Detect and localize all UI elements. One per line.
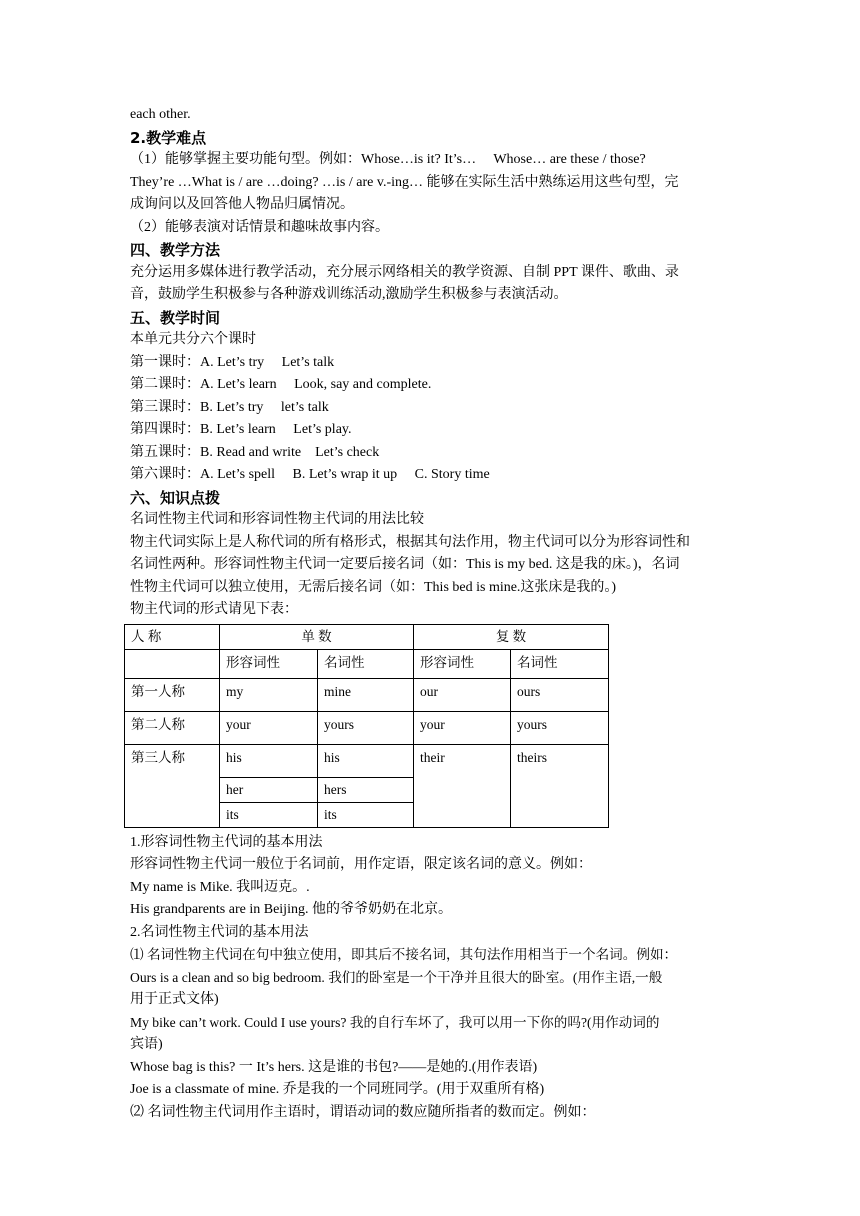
first-person-label: 第一人称 [125,678,220,711]
empty-cell [125,649,220,678]
text-line: 2.名词性物主代词的基本用法 [130,924,309,940]
sub-noun-singular: 名词性 [318,649,414,678]
cell: hers [318,777,414,802]
second-person-label: 第二人称 [125,711,220,744]
text-line: 第四课时：B. Let’s learn Let’s play. [130,422,352,437]
sub-noun-plural: 名词性 [511,649,609,678]
header-singular: 单 数 [220,624,414,649]
text-line: 形容词性物主代词一般位于名词前，用作定语，限定该名词的意义。例如： [130,857,592,872]
bottom-text-block [130,832,734,1125]
document-page [130,104,734,1124]
text-line: 第三课时：B. Let’s try let’s talk [130,399,329,415]
cell: yours [318,711,414,744]
cell: his [318,744,414,777]
cell: my [220,678,318,711]
text-line: 第五课时：B. Read and write Let’s check [130,444,380,460]
text-line: My bike can’t work. Could I use yours? 我的自行车坏了，我可以用一下你的吗?(用作动词的 [130,1014,660,1030]
top-text-block [130,104,734,622]
text-line: 物主代词的形式请见下表： [130,602,298,617]
text-line: 第一课时：A. Let’s try Let’s talk [130,354,335,370]
cell: his [220,744,318,777]
text-line: （1）能够掌握主要功能句型。例如：Whose…is it? It’s… Whose… are these / those? [130,152,646,167]
text-line: His grandparents are in Beijing. 他的爷爷奶奶在北京。 [130,902,452,917]
text-line: 物主代词实际上是人称代词的所有格形式，根据其句法作用，物主代词可以分为形容词性和 [130,534,690,550]
text-line: Whose bag is this? 一 It’s hers. 这是谁的书包?——是她的.(用作表语) [130,1059,538,1075]
section-heading: 六、知识点拨 [130,488,221,507]
cell: ours [511,678,609,711]
text-line: 第六课时：A. Let’s spell B. Let’s wrap it up C. Story time [130,467,490,482]
text-line: Ours is a clean and so big bedroom. 我们的卧室是一个干净并且很大的卧室。(用作主语,一般 [130,969,663,985]
text-line: 1.形容词性物主代词的基本用法 [130,834,323,850]
text-line: 本单元共分六个课时 [130,332,256,347]
cell: yours [511,711,609,744]
text-line: （2）能够表演对话情景和趣味故事内容。 [130,219,389,235]
section-heading: 五、教学时间 [130,308,221,327]
header-plural: 复 数 [414,624,609,649]
text-line: 用于正式文体) [130,992,219,1007]
text-line: 充分运用多媒体进行教学活动，充分展示网络相关的教学资源、自制 PPT 课件、歌曲、录 [130,264,679,280]
text-line: each other. [130,107,191,122]
text-line: Joe is a classmate of mine. 乔是我的一个同班同学。(用于双重所有格) [130,1082,545,1097]
sub-adj-singular: 形容词性 [220,649,318,678]
sub-adj-plural: 形容词性 [414,649,511,678]
text-line: 成询问以及回答他人物品归属情况。 [130,197,354,212]
text-line: 性物主代词可以独立使用，无需后接名词（如：This bed is mine.这张床是我的。) [130,579,617,595]
text-line: 名词性物主代词和形容词性物主代词的用法比较 [130,512,424,527]
text-line: ⑴ 名词性物主代词在句中独立使用，即其后不接名词，其句法作用相当于一个名词。例如： [130,947,678,962]
header-person: 人 称 [125,624,220,649]
cell: our [414,678,511,711]
cell: your [220,711,318,744]
text-line: 第二课时：A. Let’s learn Look, say and complete. [130,377,432,392]
section-heading: 2.教学难点 [130,128,207,147]
text-line: 名词性两种。形容词性物主代词一定要后接名词（如：This is my bed. 这是我的床。)，名词 [130,557,680,572]
text-line: My name is Mike. 我叫迈克。. [130,879,310,895]
text-line: 音，鼓励学生积极参与各种游戏训练活动,激励学生积极参与表演活动。 [130,287,568,302]
possessive-pronoun-table [124,624,609,828]
cell: your [414,711,511,744]
cell: theirs [511,744,609,827]
cell: its [220,802,318,827]
section-heading: 四、教学方法 [130,241,221,259]
cell: their [414,744,511,827]
third-person-label: 第三人称 [125,744,220,827]
cell: its [318,802,414,827]
cell: mine [318,678,414,711]
text-line: ⑵ 名词性物主代词用作主语时，谓语动词的数应随所指者的数而定。例如： [130,1104,596,1120]
cell: her [220,777,318,802]
text-line: They’re …What is / are …doing? …is / are v.-ing… 能够在实际生活中熟练运用这些句型，完 [130,174,679,190]
text-line: 宾语) [130,1037,163,1052]
